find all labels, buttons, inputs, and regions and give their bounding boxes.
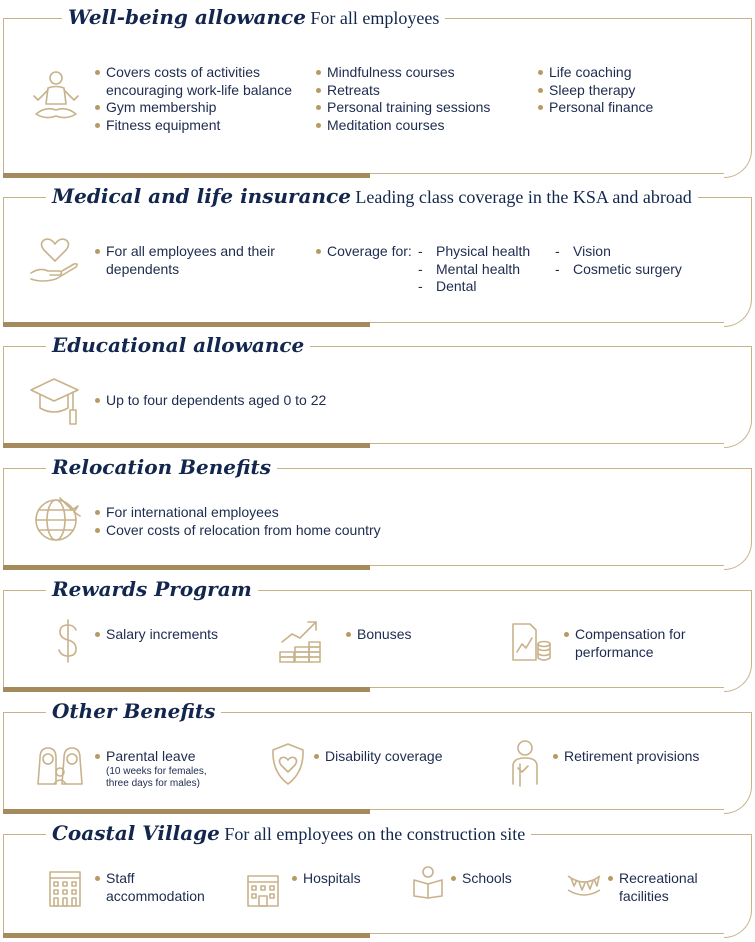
list-item: Mindfulness courses: [316, 64, 490, 82]
coastal-item: Staff accommodation: [95, 870, 205, 905]
other-item-parental: Parental leave (10 weeks for females, three days for males): [95, 748, 207, 790]
list-item-continued: encouraging work-life balance: [106, 81, 292, 98]
coastal-item: Recreational facilities: [608, 870, 698, 905]
reward-item: Compensation for performance: [564, 626, 686, 661]
section-title: Coastal Village For all employees on the construction site: [46, 820, 531, 849]
medical-list-3: [555, 243, 682, 278]
section-title: Relocation Benefits: [46, 454, 277, 483]
coverage-label: Coverage for:: [316, 243, 412, 261]
list-item: Meditation courses: [316, 117, 490, 135]
wellbeing-list-1: [95, 64, 292, 134]
coastal-item: Schools: [451, 870, 512, 888]
document-chart-icon: [510, 622, 552, 662]
building-icon: [48, 868, 82, 908]
other-item-disability: Disability coverage: [314, 748, 443, 766]
wellbeing-list-3: [538, 64, 653, 117]
list-item: - Physical health: [418, 243, 530, 261]
hospital-icon: [246, 870, 280, 908]
list-item: Gym membership: [95, 99, 292, 117]
parental-note: three days for males): [106, 777, 200, 789]
bunting-icon: [566, 872, 602, 900]
wellbeing-section: [0, 5, 755, 178]
list-item: Personal finance: [538, 99, 653, 117]
other-section: [0, 699, 755, 814]
wellbeing-list-2: [316, 64, 490, 134]
list-item: - Cosmetic surgery: [555, 261, 682, 279]
list-item: Retreats: [316, 82, 490, 100]
list-item-continued: dependents: [106, 260, 180, 277]
reward-item: Salary increments: [95, 626, 218, 644]
heart-hand-icon: [28, 235, 82, 285]
relocation-section: [0, 455, 755, 570]
other-item-retirement: Retirement provisions: [553, 748, 699, 766]
growth-coins-icon: [278, 618, 322, 664]
list-item: For all employees and their: [95, 243, 275, 261]
medical-list-1: [95, 243, 275, 278]
education-section: [0, 333, 755, 448]
graduation-cap-icon: [28, 376, 82, 428]
reading-icon: [410, 866, 446, 900]
reward-item: Bonuses: [346, 626, 411, 644]
list-item: Life coaching: [538, 64, 653, 82]
shield-heart-icon: [270, 742, 306, 786]
list-item: Sleep therapy: [538, 82, 653, 100]
list-item: - Vision: [555, 243, 682, 261]
list-item: Fitness equipment: [95, 117, 292, 135]
medical-section: [0, 184, 755, 327]
list-item: For international employees: [95, 504, 381, 522]
list-item: Cover costs of relocation from home country: [95, 522, 381, 540]
section-title: Well-being allowance For all employees: [62, 4, 445, 33]
list-item: Covers costs of activities: [95, 64, 292, 82]
family-icon: [34, 742, 86, 786]
rewards-section: [0, 577, 755, 692]
parental-note: (10 weeks for females,: [106, 765, 207, 777]
list-item: Personal training sessions: [316, 99, 490, 117]
list-item: Up to four dependents aged 0 to 22: [95, 392, 326, 410]
meditation-icon: [30, 70, 82, 126]
list-item: - Mental health: [418, 261, 530, 279]
medical-list-2: [418, 243, 530, 296]
relocation-list: [95, 504, 381, 539]
section-title: Rewards Program: [46, 576, 258, 605]
dollar-icon: [54, 618, 82, 664]
coastal-item: Hospitals: [292, 870, 361, 888]
elder-icon: [508, 738, 542, 788]
coastal-section: [0, 821, 755, 938]
education-item: [95, 392, 326, 410]
section-title: Other Benefits: [46, 698, 221, 727]
list-item: - Dental: [418, 278, 530, 296]
section-title: Educational allowance: [46, 332, 310, 361]
section-title: Medical and life insurance Leading class coverage in the KSA and abroad: [46, 183, 698, 212]
globe-plane-icon: [32, 492, 84, 544]
